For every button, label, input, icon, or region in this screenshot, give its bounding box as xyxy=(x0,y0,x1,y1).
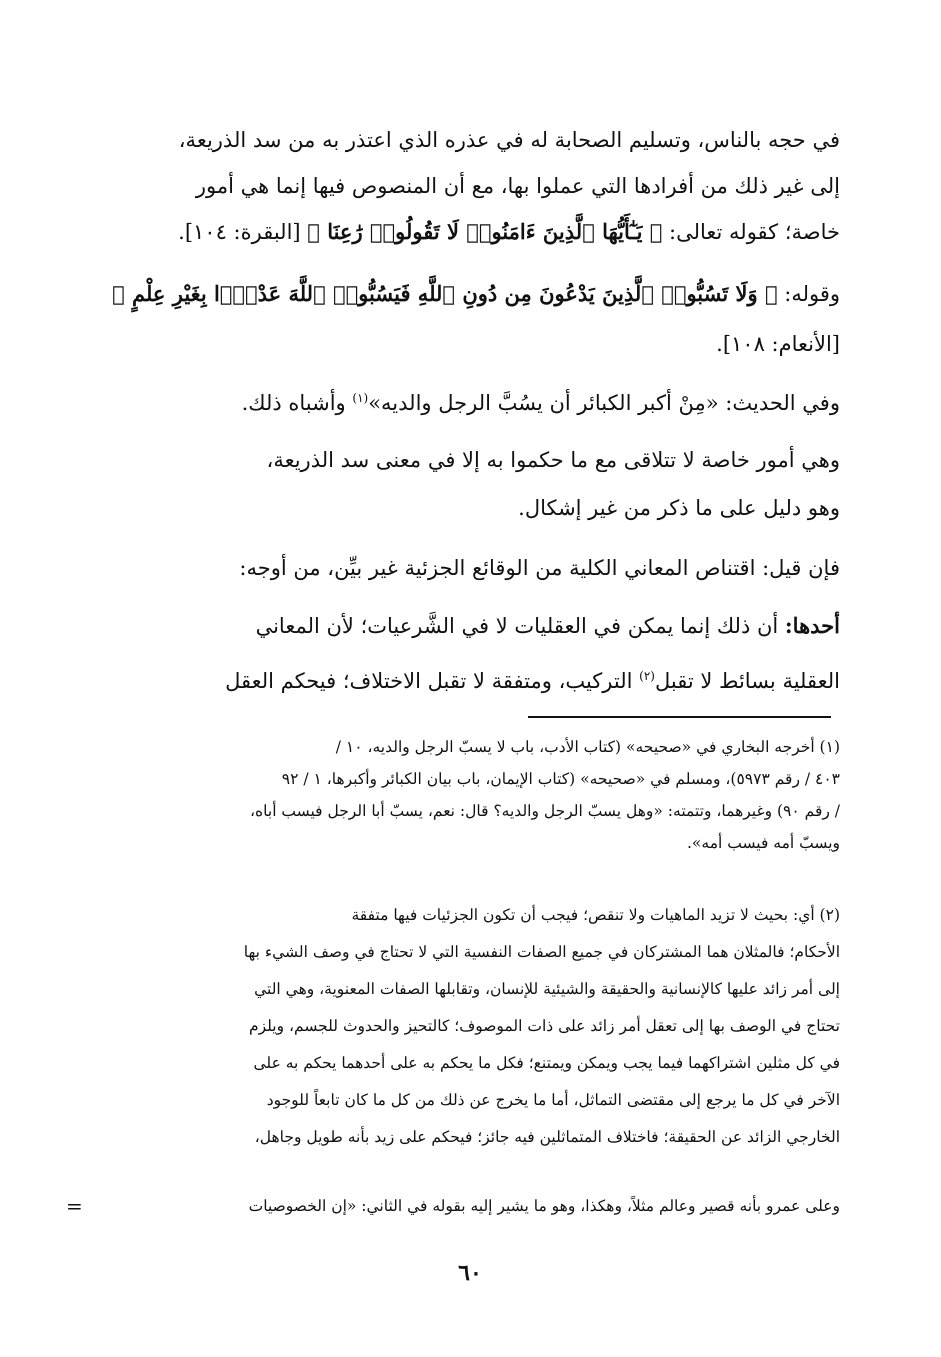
p2-line-2: [الأنعام: ١٠٨]. xyxy=(716,332,840,356)
footnote-2-line-5: في كل مثلين اشتراكهما فيما يجب ويمكن ويمتنع؛ فكل ما يحكم به على أحدهما يحكم به على xyxy=(253,1054,840,1072)
footnote-2-line-2: الأحكام؛ فالمثلان هما المشتركان في جميع الصفات النفسية التي لا تحتاج في وصف الشيء بها xyxy=(243,943,840,961)
footnote-divider xyxy=(528,716,831,718)
page-number: ٦٠ xyxy=(458,1260,482,1286)
continuation-mark: = xyxy=(66,1194,83,1218)
p1-line-3-prefix: خاصة؛ كقوله تعالى: xyxy=(662,220,840,244)
p1-line-3-reference: [البقرة: ١٠٤]. xyxy=(178,220,308,244)
footnote-ref-1: (١) xyxy=(352,391,369,405)
p2-line-1 xyxy=(112,274,840,314)
footnote-2-line-4: تحتاج في الوصف بها إلى تعقل أمر زائد على ذات الموصوف؛ كالتحيز والحدوث للجسم، ويلزم xyxy=(249,1017,840,1035)
p6-line-2 xyxy=(225,656,840,696)
footnote-2-line-8: وعلى عمرو بأنه قصير وعالم مثلاً، وهكذا، وهو ما يشير إليه بقوله في الثاني: «إن الخصوصيات xyxy=(248,1197,840,1215)
p1-line-2: إلى غير ذلك من أفرادها التي عملوا بها، مع أن المنصوص فيها إنما هي أمور xyxy=(195,174,840,198)
p6-line-2-suffix: التركيب، ومتفقة لا تقبل الاختلاف؛ فيحكم العقل xyxy=(225,669,640,693)
p6-line-2-prefix: العقلية بسائط لا تقبل xyxy=(654,669,840,693)
p4-line-1: وهي أمور خاصة لا تتلاقى مع ما حكموا به إلا في معنى سد الذريعة، xyxy=(266,448,840,472)
footnote-2-line-7: الخارجي الزائد عن الحقيقة؛ فاختلاف المتماثلين فيه جائز؛ فيحكم على زيد بأنه طويل وجاهل، xyxy=(254,1128,840,1146)
p2-line-1-prefix: وقوله: xyxy=(777,282,840,306)
p1-line-1: في حجه بالناس، وتسليم الصحابة له في عذره الذي اعتذر به من سد الذريعة، xyxy=(178,128,840,152)
hadith-text: وفي الحديث: «مِنْ أكبر الكبائر أن يسُبَّ الرجل والديه» xyxy=(368,391,840,415)
p3-line-1 xyxy=(242,378,840,418)
footnote-1-line-1: (١) أخرجه البخاري في «صحيحه» (كتاب الأدب، باب لا يسبّ الرجل والديه، ١٠ / xyxy=(335,738,840,756)
p4-line-2: وهو دليل على ما ذكر من غير إشكال. xyxy=(518,496,840,520)
p1-line-3 xyxy=(178,212,840,252)
quran-verse-anam: ﴿ وَلَا تَسُبُّوا۟ ٱلَّذِينَ يَدْعُونَ مِن دُونِ ٱللَّهِ فَيَسُبُّوا۟ ٱللَّهَ عَدْوًۢا بِغَيْرِ عِلْمٍ ﴾ xyxy=(112,281,778,306)
p6-line-1 xyxy=(256,606,840,646)
footnote-2-line-6: الآخر في كل ما يرجع إلى مقتضى التماثل، أما ما يخرج عن ذلك من كل ما كان تابعاً للوجود xyxy=(266,1091,840,1109)
footnote-2-line-1: (٢) أي: بحيث لا تزيد الماهيات ولا تنقص؛ فيجب أن تكون الجزئيات فيها متفقة xyxy=(351,906,840,924)
footnote-1-line-3: / رقم ٩٠) وغيرهما، وتتمته: «وهل يسبّ الرجل والديه؟ قال: نعم، يسبّ أبا الرجل فيسب أباه، xyxy=(250,802,840,820)
footnote-2-line-3: إلى أمر زائد عليها كالإنسانية والحقيقة والشيئية للإنسان، وتقابلها الصفات المعنوية، وهي التي xyxy=(254,980,840,998)
p6-lead-word: أحدها: xyxy=(784,613,840,638)
p3-suffix: وأشباه ذلك. xyxy=(241,391,353,415)
footnote-1-line-4: ويسبّ أمه فيسب أمه». xyxy=(686,834,840,852)
p6-line-1-rest: أن ذلك إنما يمكن في العقليات لا في الشَّرعيات؛ لأن المعاني xyxy=(255,614,785,638)
quran-verse-baqarah: ﴿ يَـٰٓأَيُّهَا ٱلَّذِينَ ءَامَنُوا۟ لَا تَقُولُوا۟ رَٰعِنَا ﴾ xyxy=(307,219,663,244)
footnote-1-line-2: ٤٠٣ / رقم ٥٩٧٣)، ومسلم في «صحيحه» (كتاب الإيمان، باب بيان الكبائر وأكبرها، ١ / ٩٢ xyxy=(281,770,840,788)
p5-line-1: فإن قيل: اقتناص المعاني الكلية من الوقائع الجزئية غير بيِّن، من أوجه: xyxy=(239,556,840,580)
footnote-ref-2: (٢) xyxy=(639,669,655,683)
